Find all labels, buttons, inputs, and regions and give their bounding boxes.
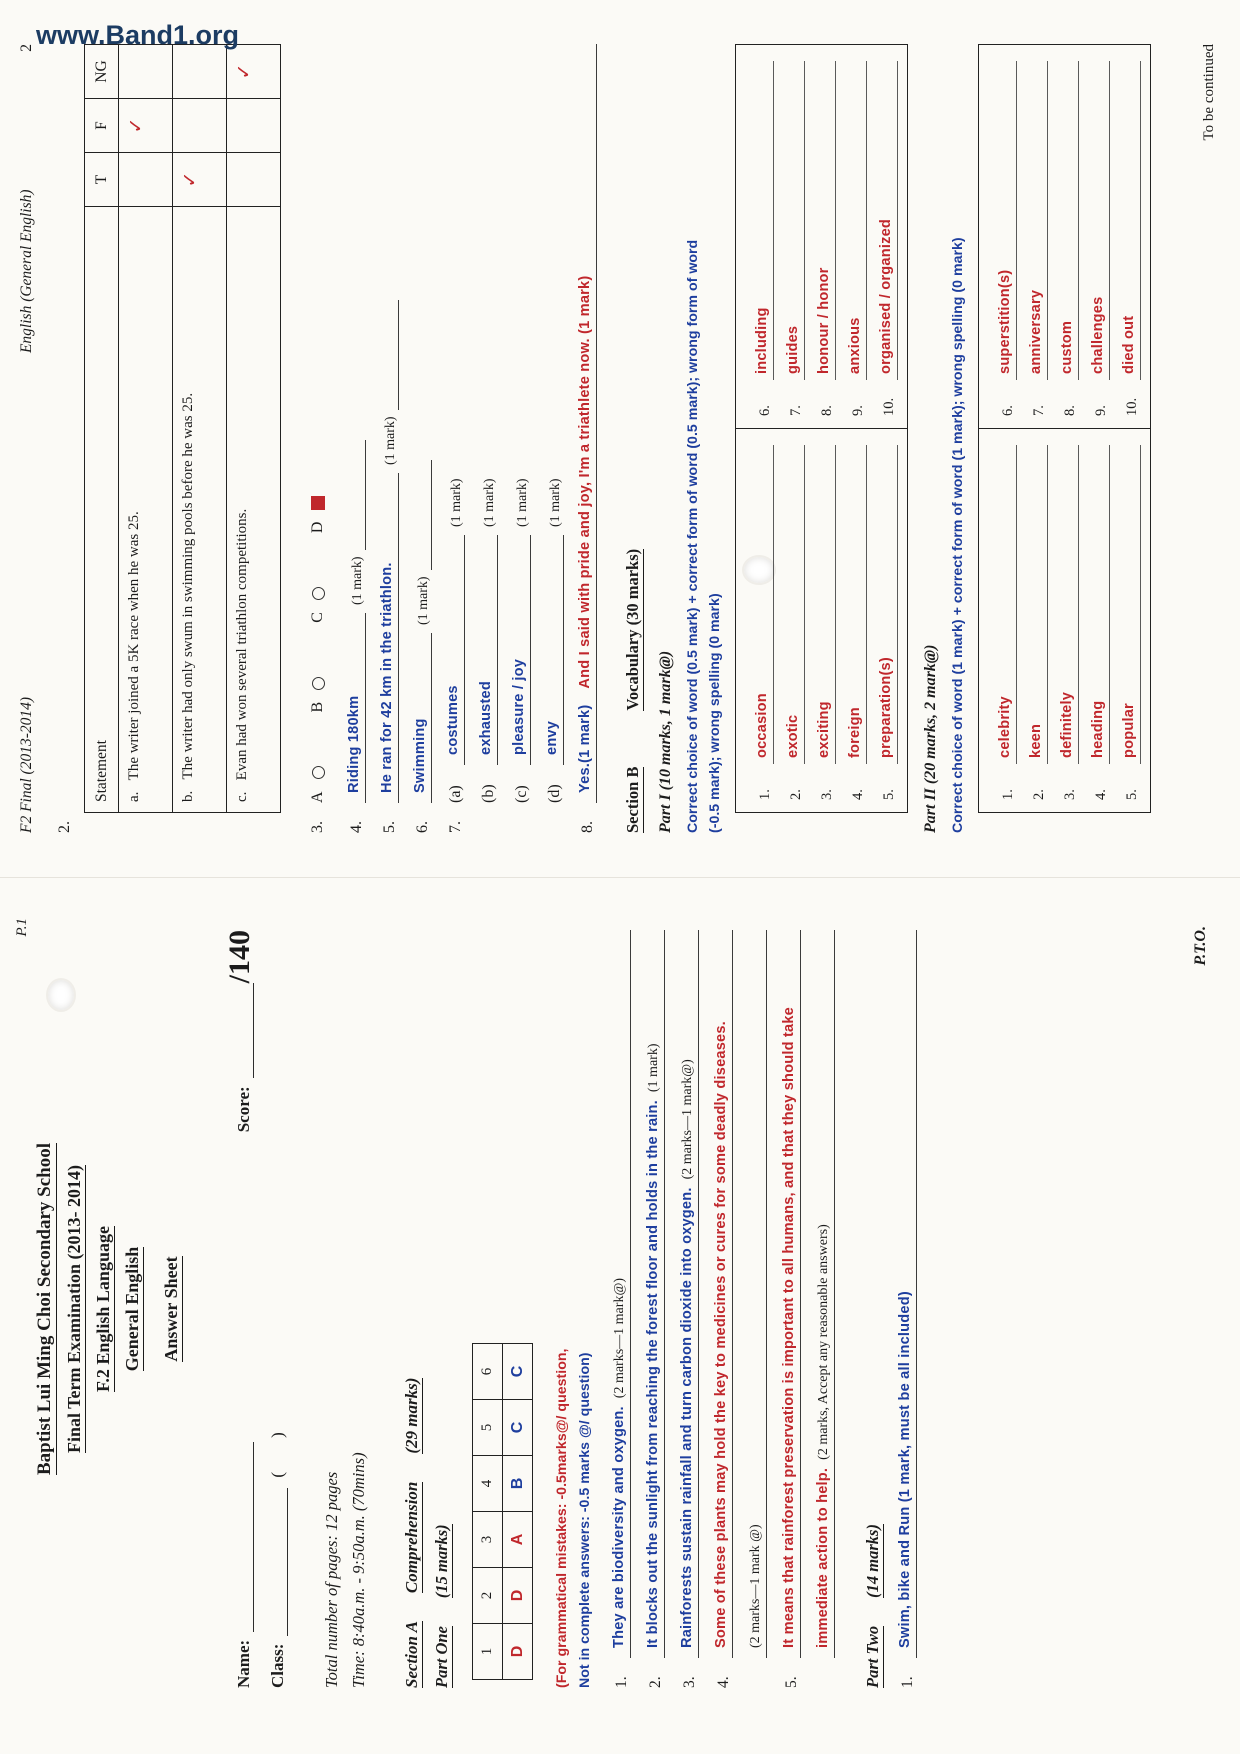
answer-text: guides — [785, 325, 801, 374]
part-one-marks: (15 marks) — [432, 1524, 451, 1599]
answer-blank — [510, 535, 531, 765]
answer-blank — [712, 930, 733, 1658]
vocab-row — [805, 445, 836, 800]
score-total: /140 — [223, 930, 256, 984]
false-column-header: F — [85, 99, 119, 153]
grading-note-red: (For grammatical mistakes: -0.5marks@/ question, — [554, 1348, 570, 1688]
part-one-heading — [432, 930, 452, 1688]
to-be-continued-label: To be continued — [1201, 44, 1217, 141]
answer-text: custom — [1059, 320, 1075, 374]
score-field — [223, 930, 256, 1133]
answer-text: Swim, bike and Run (1 mark, must be all included) — [897, 1291, 913, 1648]
notgiven-column-header: NG — [85, 45, 119, 99]
answer-text: Rainforests sustain rainfall and turn carbon dioxide into oxygen. — [679, 1187, 695, 1648]
item-number: 8. — [819, 405, 835, 416]
answer-text: heading — [1090, 700, 1106, 758]
vocab-row — [986, 445, 1017, 800]
marks-note: (1 mark) — [383, 416, 398, 465]
answer-blank — [753, 445, 774, 764]
statement-text: a. The writer joined a 5K race when he was 25. — [119, 207, 173, 813]
answer-text: foreign — [847, 707, 863, 758]
vocab-row — [867, 61, 898, 416]
p1-answer-4-line2 — [746, 930, 767, 1658]
answer-blank — [444, 535, 465, 765]
answer-blank — [780, 930, 801, 1658]
vocab-row — [774, 61, 805, 416]
item-number: 6. — [1000, 405, 1016, 416]
name-score-row — [223, 930, 256, 1688]
question-6 — [411, 44, 432, 833]
answer-text: pleasure / joy — [511, 658, 527, 755]
mcq-answer: C — [503, 1400, 533, 1456]
page-2-header — [18, 44, 36, 833]
answer-blank — [1120, 61, 1141, 380]
school-header — [30, 930, 147, 1688]
option-a — [309, 766, 327, 803]
sub-question-label: (c) — [513, 785, 530, 803]
mcq-number: 3 — [473, 1512, 503, 1568]
answer-text: definitely — [1059, 691, 1075, 758]
question-number: 1. — [613, 1676, 630, 1688]
mcq-answer-row — [503, 1344, 533, 1680]
subject-title: F.2 English Language — [93, 1226, 113, 1392]
answer-text: envy — [544, 720, 560, 755]
answer-blank — [1058, 61, 1079, 380]
question-8 — [576, 44, 597, 833]
section-a-heading — [402, 930, 422, 1688]
item-number: 1. — [757, 789, 773, 800]
answer-text: keen — [1028, 723, 1044, 758]
answer-blank — [1027, 445, 1048, 764]
p1-answer-4 — [712, 930, 733, 1688]
school-name: Baptist Lui Ming Choi Secondary School — [34, 1142, 55, 1476]
question-7b — [477, 44, 498, 803]
question-number: 4. — [715, 1676, 732, 1688]
answer-blank — [846, 445, 867, 764]
question-7c — [510, 44, 531, 803]
question-3 — [309, 44, 327, 833]
vocab-row — [1110, 61, 1141, 416]
answer-blank — [784, 445, 805, 764]
vocab-column-left — [736, 429, 907, 812]
item-number: 7. — [1031, 405, 1047, 416]
paper-title: General English — [122, 1246, 142, 1372]
mcq-number: 2 — [473, 1568, 503, 1624]
answer-blank — [996, 61, 1017, 380]
answer-blank — [896, 930, 917, 1658]
p1-answer-5 — [780, 930, 801, 1688]
mcq-answer: B — [503, 1456, 533, 1512]
site-watermark: www.Band1.org — [36, 20, 240, 50]
statement-table — [84, 44, 281, 813]
header-left: F2 Final (2013-2014) — [18, 696, 35, 833]
item-number: 9. — [850, 405, 866, 416]
part-two-heading — [863, 930, 883, 1688]
mcq-answer-table — [472, 1343, 533, 1680]
answer-text: challenges — [1090, 296, 1106, 374]
answer-text: organised / organized — [878, 218, 894, 374]
answer-check-cell — [227, 153, 281, 207]
item-number: 2. — [1031, 789, 1047, 800]
grading-note-blue: Not in complete answers: -0.5 marks @/ question) — [577, 1352, 593, 1688]
marks-note: (2 marks—1 mark@) — [612, 1278, 627, 1399]
answer-text: including — [754, 307, 770, 374]
class-suffix: ( ) — [268, 1432, 287, 1478]
option-d-selected — [309, 496, 327, 534]
vocab-column-left — [979, 429, 1150, 812]
mcq-number: 6 — [473, 1344, 503, 1400]
marks-note: (2 marks—1 mark @) — [748, 1524, 763, 1648]
answer-text: anxious — [847, 317, 863, 374]
item-number: 7. — [788, 405, 804, 416]
name-blank — [232, 1442, 254, 1632]
vocab-row — [1048, 445, 1079, 800]
question-number: 3. — [681, 1676, 698, 1688]
option-letter: D — [309, 521, 326, 534]
item-number: 5. — [1124, 789, 1140, 800]
question-number: 5. — [783, 1676, 800, 1688]
marks-note: (1 mark) — [449, 478, 464, 527]
vocab-row — [1017, 445, 1048, 800]
pto-label: P.T.O. — [1192, 926, 1209, 966]
vocab-column-right — [736, 45, 907, 429]
section-a-marks: (29 marks) — [402, 1377, 421, 1454]
pages-note: Total number of pages: 12 pages — [322, 1471, 341, 1688]
sub-question-label: (b) — [480, 784, 497, 803]
true-column-header: T — [85, 153, 119, 207]
section-b-heading — [623, 44, 643, 833]
answer-blank — [815, 445, 836, 764]
answer-blank — [1058, 445, 1079, 764]
answer-check-cell: ✓ — [119, 99, 173, 153]
question-number: 3. — [309, 821, 326, 833]
question-4 — [345, 44, 366, 833]
marks-note: (1 mark) — [482, 478, 497, 527]
name-label: Name: — [234, 1639, 253, 1688]
question-5 — [378, 44, 399, 833]
item-number: 4. — [1093, 789, 1109, 800]
part-1-note-line-2: (-0.5 mark); wrong spelling (0 mark) — [707, 593, 723, 833]
statement-text: b. The writer had only swum in swimming pools before he was 25. — [173, 207, 227, 813]
item-number: 1. — [1000, 789, 1016, 800]
name-field — [232, 1442, 254, 1688]
page-1-label: P.1 — [14, 918, 30, 937]
answer-sheet-title: Answer Sheet — [161, 1256, 181, 1362]
answer-check-cell — [173, 45, 227, 99]
answer-blank — [996, 445, 1017, 764]
statement-row-c — [227, 45, 281, 813]
mcq-number-row — [473, 1344, 503, 1680]
part-2-note: Correct choice of word (1 mark) + correct form of word (1 mark); wrong spelling (0 mark) — [950, 237, 966, 833]
p1-answer-5-line2 — [814, 930, 835, 1658]
mcq-number: 5 — [473, 1400, 503, 1456]
question-number: 7. — [447, 821, 464, 833]
statement-column-header: Statement — [85, 207, 119, 813]
item-number: 2. — [788, 789, 804, 800]
answer-check-cell — [119, 45, 173, 99]
item-number: 10. — [1124, 397, 1140, 416]
answer-text: It means that rainforest preservation is important to all humans, and that they should take — [781, 1007, 797, 1648]
answer-blank — [576, 44, 597, 803]
p1-answer-1 — [610, 930, 631, 1688]
question-number: 6. — [414, 821, 431, 833]
time-note: Time: 8:40a.m. - 9:50a.m. (70mins) — [349, 1452, 368, 1688]
statement-header-row — [85, 45, 119, 813]
answer-text: Swimming — [412, 718, 428, 793]
answer-check-cell: ✓ — [227, 45, 281, 99]
selected-answer-box — [311, 496, 325, 510]
answer-blank — [1120, 445, 1141, 764]
exam-title: Final Term Examination (2013- 2014) — [64, 1165, 84, 1454]
section-b-title: Vocabulary (30 marks) — [623, 548, 642, 711]
answer-text: celebrity — [997, 696, 1013, 758]
option-circle-icon — [312, 677, 325, 690]
item-number: 3. — [819, 789, 835, 800]
blank-line — [411, 460, 432, 570]
answer-text: occasion — [754, 693, 770, 758]
class-field — [266, 930, 288, 1688]
vocab-row — [1017, 61, 1048, 416]
question-number: 2. — [647, 1676, 664, 1688]
question-number: 1. — [899, 1676, 916, 1688]
marks-note: (1 mark) — [350, 556, 365, 605]
question-7d — [543, 44, 564, 803]
answer-text: superstition(s) — [997, 269, 1013, 374]
option-letter: B — [309, 701, 326, 713]
header-center: English (General English) — [18, 189, 35, 354]
answer-blank — [877, 445, 898, 764]
statement-text: c. Evan had won several triathlon competitions. — [227, 207, 281, 813]
part-1-note-line-1: Correct choice of word (0.5 mark) + correct form of word (0.5 mark); wrong form of word — [685, 239, 701, 833]
answer-text: exhausted — [478, 681, 494, 755]
question-number: 4. — [348, 821, 365, 833]
option-c — [309, 587, 327, 623]
marks-note: (1 mark) — [646, 1043, 661, 1093]
answer-blank — [784, 61, 805, 380]
answer-text: exotic — [785, 714, 801, 758]
vocab-row — [743, 445, 774, 800]
answer-blank — [746, 930, 767, 1658]
question-number: 8. — [579, 821, 596, 833]
answer-text: preparation(s) — [878, 657, 894, 758]
vocab-column-right — [979, 45, 1150, 429]
mcq-number: 4 — [473, 1456, 503, 1512]
answer-text: died out — [1121, 315, 1137, 374]
class-label: Class: — [268, 1643, 287, 1688]
exam-notes — [318, 930, 372, 1688]
vocab-row — [836, 61, 867, 416]
answer-blank — [877, 61, 898, 380]
mcq-answer: C — [503, 1344, 533, 1400]
item-number: 9. — [1093, 405, 1109, 416]
mcq-answer: D — [503, 1568, 533, 1624]
page-number: 2 — [18, 44, 35, 52]
answer-check-cell — [119, 153, 173, 207]
item-number: 6. — [757, 405, 773, 416]
answer-text-blue: Yes.(1 mark) — [577, 704, 593, 793]
answer-text: anniversary — [1028, 289, 1044, 374]
score-blank — [232, 983, 254, 1078]
answer-text: It blocks out the sunlight from reaching the forest floor and holds in the rain. — [645, 1100, 661, 1648]
answer-blank — [753, 61, 774, 380]
mcq-number: 1 — [473, 1624, 503, 1680]
answer-blank — [1089, 61, 1110, 380]
mcq-answer: A — [503, 1512, 533, 1568]
marks-note: (1 mark) — [416, 576, 431, 625]
part-one-label: Part One — [432, 1626, 451, 1688]
option-b — [309, 677, 327, 713]
answer-blank — [345, 613, 366, 803]
section-b-label: Section B — [623, 766, 642, 833]
question-7a — [444, 44, 465, 833]
vocab-row — [805, 61, 836, 416]
vocab-row — [743, 61, 774, 416]
answer-text: costumes — [445, 685, 461, 755]
vocab-row — [774, 445, 805, 800]
part-1-title: Part I (10 marks, 1 mark@) — [657, 650, 674, 833]
answer-text: honour / honor — [816, 267, 832, 374]
blank-line — [345, 440, 366, 550]
answer-blank — [644, 930, 665, 1658]
answer-blank — [1089, 445, 1110, 764]
section-a-title: Comprehension — [402, 1481, 421, 1594]
answer-text-red: And I said with pride and joy, I'm a triathlete now. (1 mark) — [577, 275, 593, 689]
marks-note: (1 mark) — [515, 478, 530, 527]
question-number: 5. — [381, 821, 398, 833]
item-number: 8. — [1062, 405, 1078, 416]
answer-blank — [411, 633, 432, 803]
vocab-row — [986, 61, 1017, 416]
part-two-marks: (14 marks) — [863, 1524, 882, 1598]
answer-text: They are biodiversity and oxygen. — [611, 1406, 627, 1648]
answer-text: Some of these plants may hold the key to medicines or cures for some deadly diseases. — [713, 1021, 729, 1648]
item-number: 10. — [881, 397, 897, 416]
part-2-title: Part II (20 marks, 2 mark@) — [922, 644, 939, 833]
option-circle-icon — [312, 766, 325, 779]
mcq-answer: D — [503, 1624, 533, 1680]
answer-check-cell: ✓ — [173, 153, 227, 207]
answer-check-cell — [173, 99, 227, 153]
answer-blank — [814, 930, 835, 1658]
answer-blank — [378, 473, 399, 803]
sub-question-label: (a) — [447, 785, 464, 803]
score-label: Score: — [234, 1086, 253, 1133]
answer-blank — [846, 61, 867, 380]
vocab-row — [1048, 61, 1079, 416]
section-a-label: Section A — [402, 1621, 421, 1688]
item-number: 4. — [850, 789, 866, 800]
statement-row-b — [173, 45, 227, 813]
answer-blank — [1027, 61, 1048, 380]
answer-text: immediate action to help. — [815, 1467, 831, 1648]
page-1 — [0, 877, 1240, 1754]
answer-blank — [678, 930, 699, 1658]
part-two-label: Part Two — [863, 1625, 882, 1688]
blank-line — [378, 300, 399, 410]
option-letter: C — [309, 612, 326, 623]
option-circle-icon — [312, 587, 325, 600]
answer-blank — [815, 61, 836, 380]
p1-answer-3 — [678, 930, 699, 1688]
answer-text: popular — [1121, 703, 1137, 758]
marks-note: (2 marks—1 mark@) — [680, 1059, 695, 1180]
vocab-row — [836, 445, 867, 800]
answer-text: He ran for 42 km in the triathlon. — [379, 562, 395, 793]
vocab-row — [1079, 61, 1110, 416]
answer-text: Riding 180km — [346, 695, 362, 793]
vocab-table-part-1 — [735, 44, 908, 813]
answer-text: exciting — [816, 701, 832, 758]
answer-blank — [610, 930, 631, 1658]
vocab-row — [867, 445, 898, 800]
option-letter: A — [309, 791, 326, 803]
answer-blank — [543, 535, 564, 765]
answer-blank — [477, 535, 498, 765]
p1-answer-2 — [644, 930, 665, 1688]
sub-question-label: (d) — [546, 784, 563, 803]
vocab-table-part-2 — [978, 44, 1151, 813]
marks-note: (2 marks, Accept any reasonable answers) — [816, 1224, 831, 1460]
p1-part-two-answer — [896, 930, 917, 1688]
item-number: 5. — [881, 789, 897, 800]
vocab-row — [1110, 445, 1141, 800]
class-blank — [266, 1488, 288, 1636]
statement-row-a — [119, 45, 173, 813]
answer-check-cell — [227, 99, 281, 153]
item-number: 3. — [1062, 789, 1078, 800]
marks-note: (1 mark) — [548, 478, 563, 527]
question-2-label: 2. — [56, 821, 73, 833]
vocab-row — [1079, 445, 1110, 800]
